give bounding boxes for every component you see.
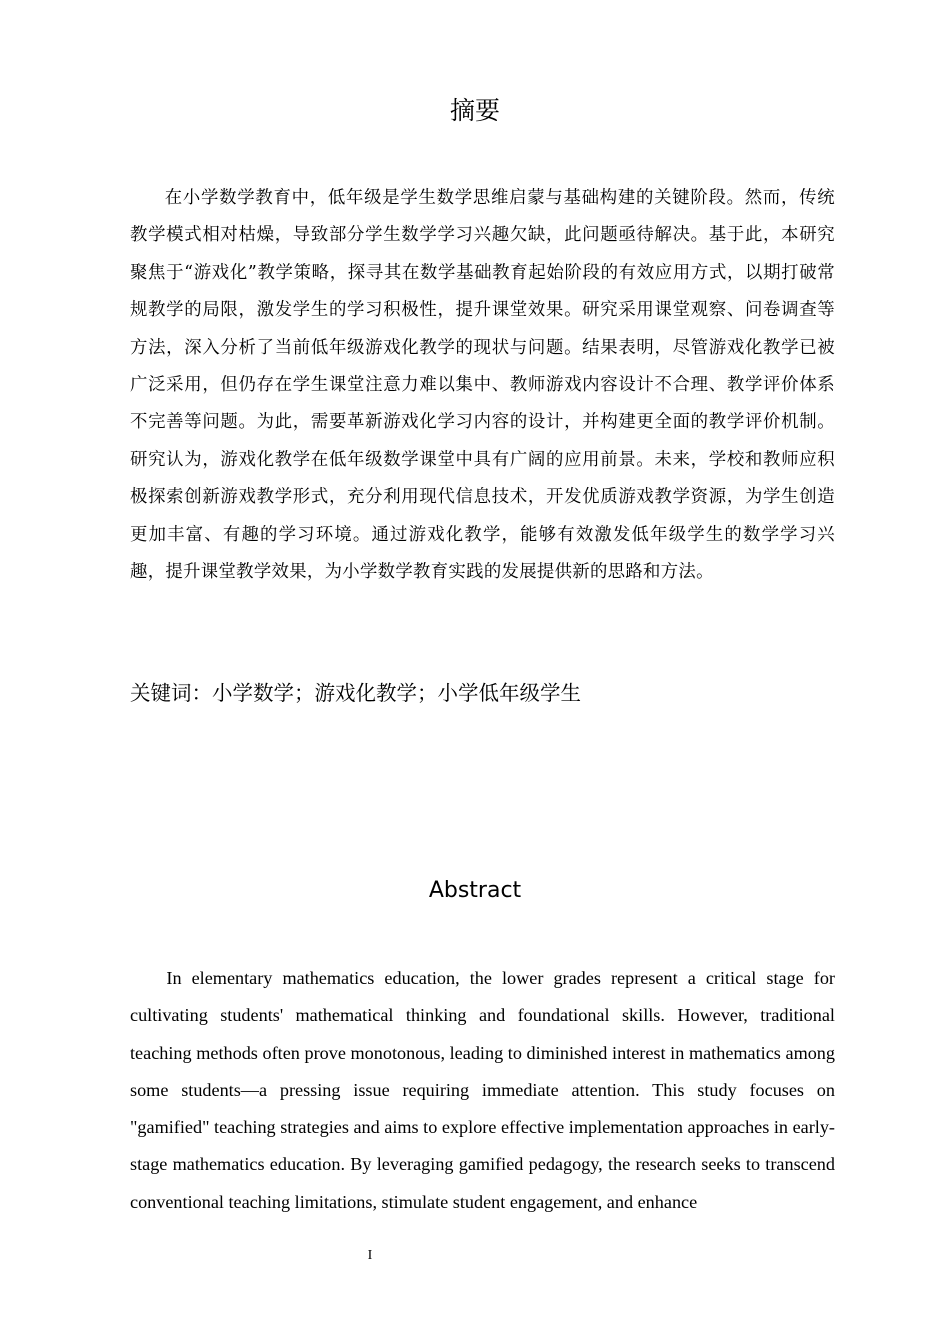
english-abstract-title: Abstract bbox=[428, 878, 522, 903]
page-number: I bbox=[367, 1248, 373, 1263]
chinese-keywords bbox=[130, 676, 835, 711]
keywords-values: 小学数学；游戏化教学；小学低年级学生 bbox=[212, 681, 581, 705]
chinese-abstract-body: 在小学数学教育中，低年级是学生数学思维启蒙与基础构建的关键阶段。然而，传统教学模式相对枯燥，导致部分学生数学学习兴趣欠缺，此问题亟待解决。基于此，本研究聚焦于“游戏化”教学策略，探寻其在数学基础教育起始阶段的有效应用方式，以期打破常规教学的局限，激发学生的学习积极性，提升课堂效果。研究采用课堂观察、问卷调查等方法，深入分析了当前低年级游戏化教学的现状与问题。结果表明，尽管游戏化教学已被广泛采用，但仍存在学生课堂注意力难以集中、教师游戏内容设计不合理、教学评价体系不完善等问题。为此，需要革新游戏化学习内容的设计，并构建更全面的教学评价机制。研究认为，游戏化教学在低年级数学课堂中具有广阔的应用前景。未来，学校和教师应积极探索创新游戏教学形式，充分利用现代信息技术，开发优质游戏教学资源，为学生创造更加丰富、有趣的学习环境。通过游戏化教学，能够有效激发低年级学生的数学学习兴趣，提升课堂教学效果，为小学数学教育实践的发展提供新的思路和方法。 bbox=[130, 188, 835, 583]
keywords-label: 关键词： bbox=[130, 681, 212, 705]
chinese-abstract-title: 摘要 bbox=[449, 96, 500, 125]
english-abstract-body: In elementary mathematics education, the lower grades represent a critical stage for cultivating students' mathematical thinking and foundational skills. However, traditional teaching methods often prove monotonous, leading to diminished interest in mathematics among some students—a pressing issue requiring immediate attention. This study focuses on "gamified" teaching strategies and aims to explore effective implementation approaches in early-stage mathematics education. By leveraging gamified pedagogy, the research seeks to transcend conventional teaching limitations, stimulate student engagement, and enhance bbox=[130, 968, 835, 1212]
